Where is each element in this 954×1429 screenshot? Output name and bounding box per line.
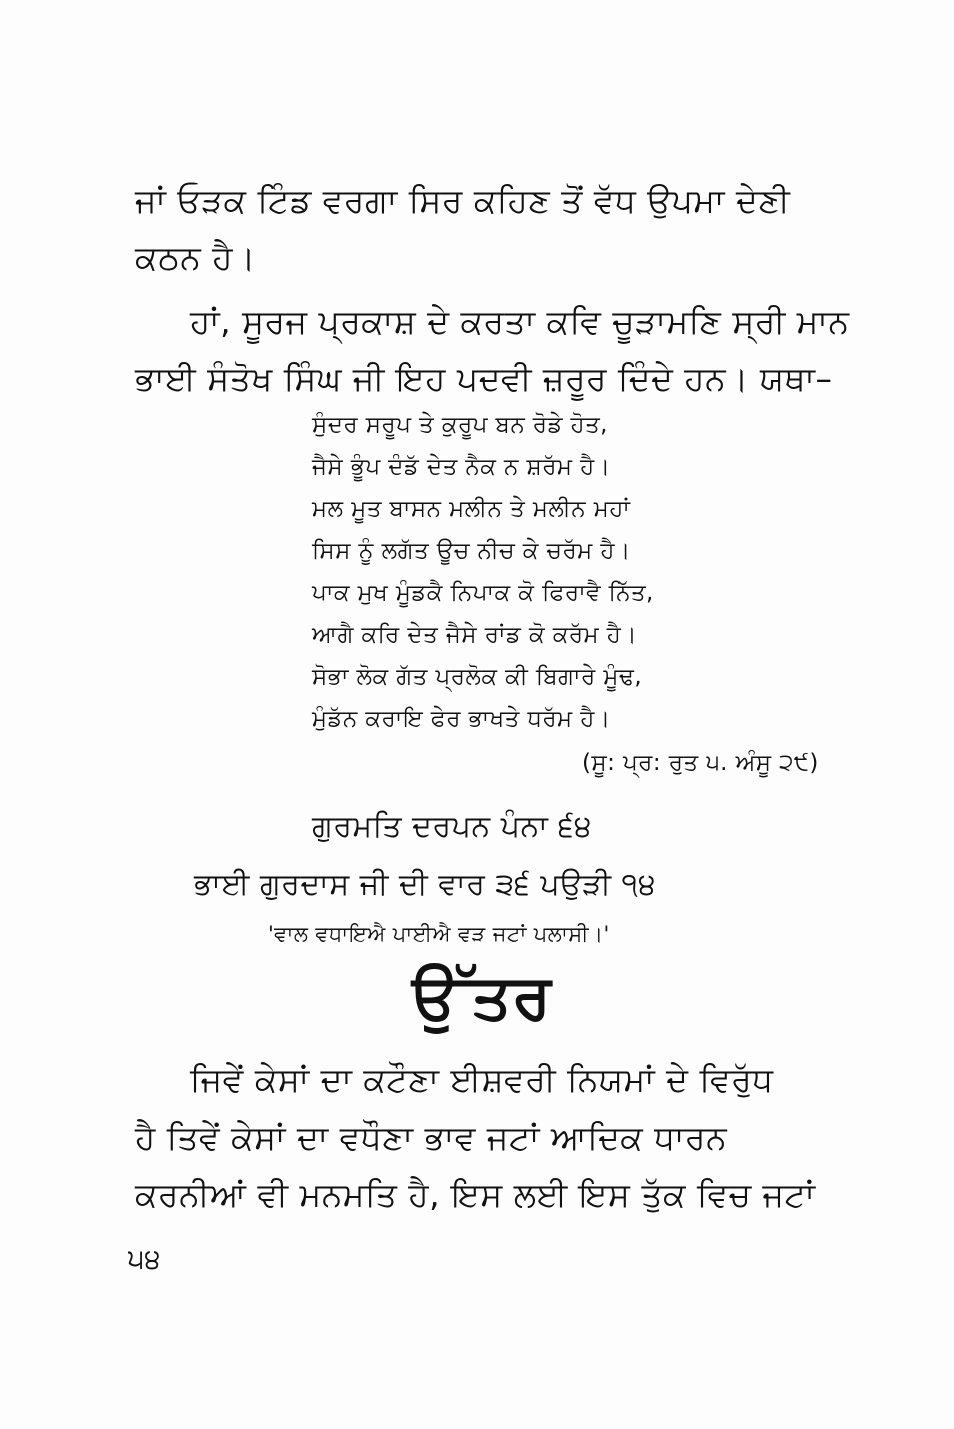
paragraph-1-line-1: ਜਾਂ ਓੜਕ ਟਿੰਡ ਵਰਗਾ ਸਿਰ ਕਹਿਣ ਤੋਂ ਵੱਧ ਉਪਮਾ ਦੇਣੀ — [135, 181, 791, 220]
poem-line-1: ਸੁੰਦਰ ਸਰੂਪ ਤੇ ਕੁਰੂਪ ਬਨ ਰੋਡੇ ਹੋਤ, — [312, 412, 608, 438]
poem-line-7: ਸੋਭਾ ਲੋਕ ਗੱਤ ਪ੍ਰਲੋਕ ਕੀ ਬਿਗਾਰੇ ਮੂੰਢ, — [312, 664, 643, 690]
poem-citation: (ਸੂ: ਪ੍ਰ: ਰੁਤ ੫. ਅੰਸੂ ੨੯) — [582, 750, 819, 776]
poem-line-5: ਪਾਕ ਮੁਖ ਮੂੰਡਕੈ ਨਿਪਾਕ ਕੋ ਫਿਰਾਵੈ ਨਿੱਤ, — [312, 580, 654, 606]
paragraph-2-line-2: ਭਾਈ ਸੰਤੋਖ ਸਿੰਘ ਜੀ ਇਹ ਪਦਵੀ ਜ਼ਰੂਰ ਦਿੰਦੇ ਹਨ। ਯਥਾ– — [135, 359, 833, 398]
poem-line-3: ਮਲ ਮੂਤ ਬਾਸਨ ਮਲੀਨ ਤੇ ਮਲੀਨ ਮਹਾਂ — [312, 496, 631, 522]
paragraph-3-line-2: ਹੈ ਤਿਵੇਂ ਕੇਸਾਂ ਦਾ ਵਧੌਣਾ ਭਾਵ ਜਟਾਂ ਆਦਿਕ ਧਾਰਨ — [135, 1118, 728, 1157]
reference-bhai-gurdas-var: ਭਾਈ ਗੁਰਦਾਸ ਜੀ ਦੀ ਵਾਰ ੩੬ ਪਉੜੀ ੧੪ — [194, 867, 657, 902]
poem-line-2: ਜੈਸੇ ਭੂੰਪ ਦੰਡੱ ਦੇਤ ਨੈਕ ਨ ਸ਼ਰੱਮ ਹੈ। — [312, 454, 611, 480]
paragraph-3-line-1: ਜਿਵੇਂ ਕੇਸਾਂ ਦਾ ਕਟੌਣਾ ਈਸ਼ਵਰੀ ਨਿਯਮਾਂ ਦੇ ਵਿਰੁੱਧ — [190, 1060, 774, 1099]
poem-line-4: ਸਿਸ ਨੂੰ ਲਗੱਤ ਊਚ ਨੀਚ ਕੇ ਚਰੱਮ ਹੈ। — [312, 538, 631, 564]
reference-quote: 'ਵਾਲ ਵਧਾਇਐ ਪਾਈਐ ਵੜ ਜਟਾਂ ਪਲਾਸੀ।' — [268, 922, 610, 946]
paragraph-2-line-1: ਹਾਂ, ਸੂਰਜ ਪ੍ਰਕਾਸ਼ ਦੇ ਕਰਤਾ ਕਵਿ ਚੂੜਾਮਣਿ ਸ੍ਰੀ ਮਾਨ — [190, 302, 850, 341]
paragraph-1-line-2: ਕਠਨ ਹੈ। — [135, 238, 256, 277]
section-heading: ਉੱਤਰ — [412, 960, 552, 1033]
poem-line-6: ਆਗੈ ਕਰਿ ਦੇਤ ਜੈਸੇ ਰਾਂਡ ਕੋ ਕਰੱਮ ਹੈ। — [312, 622, 638, 648]
reference-gurmat-darpan: ਗੁਰਮਤਿ ਦਰਪਨ ਪੰਨਾ ੬੪ — [312, 809, 592, 844]
poem-line-8: ਮੁੰਡੱਨ ਕਰਾਇ ਫੇਰ ਭਾਖਤੇ ਧਰੱਮ ਹੈ। — [312, 706, 611, 732]
page-number: ੫੪ — [128, 1242, 161, 1275]
paragraph-3-line-3: ਕਰਨੀਆਂ ਵੀ ਮਨਮਤਿ ਹੈ, ਇਸ ਲਈ ਇਸ ਤੁੱਕ ਵਿਚ ਜਟਾਂ — [135, 1175, 816, 1214]
